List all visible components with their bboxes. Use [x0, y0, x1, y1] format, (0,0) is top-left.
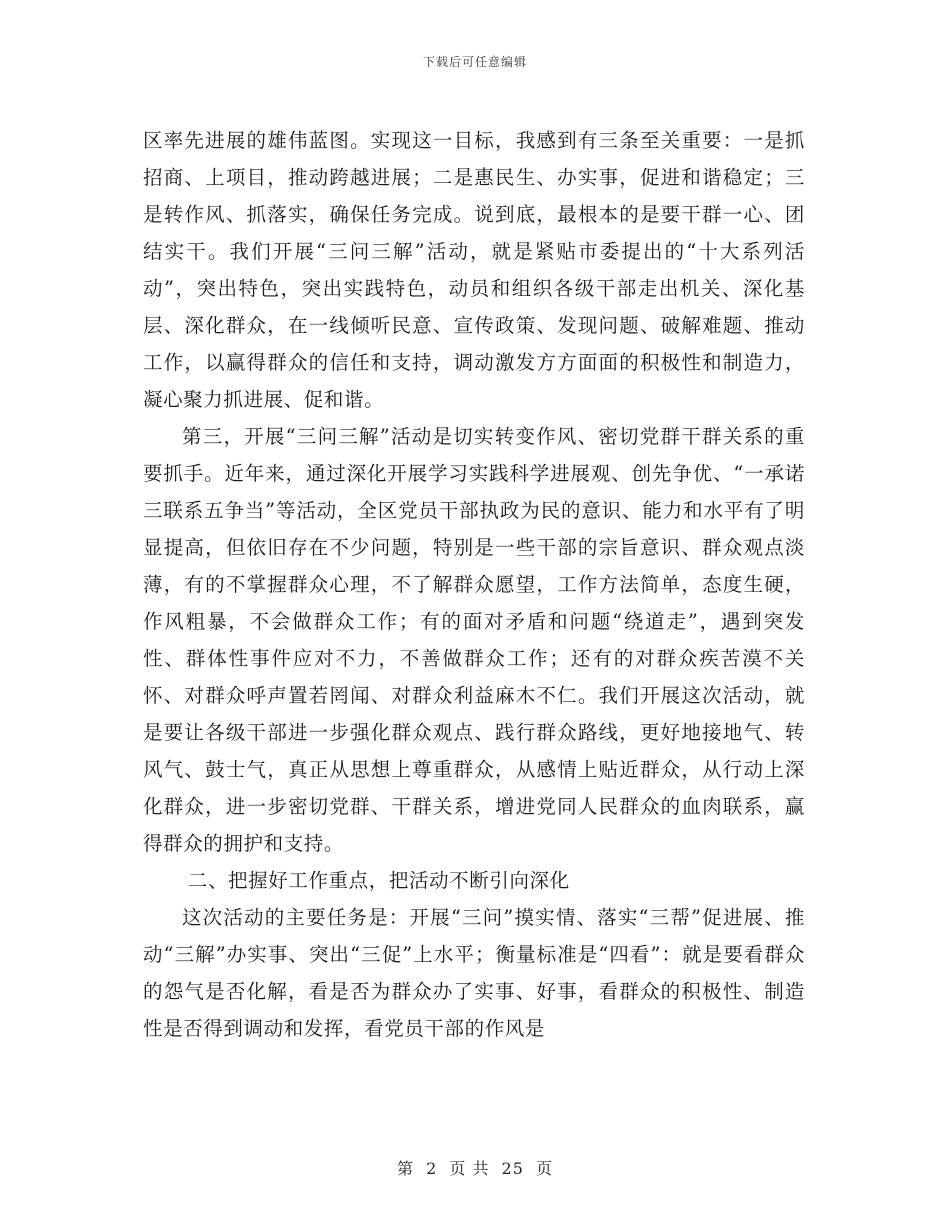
page-total: 25	[501, 1159, 524, 1178]
paragraph-continuation: 区率先进展的雄伟蓝图。实现这一目标，我感到有三条至关重要：一是抓招商、上项目，推动跨越进展；二是惠民生、办实事，促进和谐稳定；三是转作风、抓落实，确保任务完成。说到底，最根本的是要干群一心、团结实干。我们开展“三问三解”活动，就是紧贴市委提出的“十大系列活动”，突出特色，突出实践特色，动员和组织各级干部走出机关、深化基层、深化群众，在一线倾听民意、宣传政策、发现问题、破解难题、推动工作，以赢得群众的信任和支持，调动激发方方面面的积极性和制造力，凝心聚力抓进展、促和谐。	[143, 129, 805, 411]
paragraph-main-tasks: 这次活动的主要任务是：开展“三问”摸实情、落实“三帮”促进展、推动“三解”办实事、突出“三促”上水平；衡量标准是“四看”：就是要看群众的怨气是否化解，看是否为群众办了实事、好事，看群众的积极性、制造性是否得到调动和发挥，看党员干部的作风是	[143, 906, 805, 1040]
footer-middle: 页 共	[449, 1159, 490, 1178]
section-heading: 二、把握好工作重点，把活动不断引向深化	[187, 869, 570, 892]
footer-prefix: 第	[396, 1159, 414, 1178]
page-header	[0, 53, 950, 70]
header-text: 下载后可任意编辑	[422, 55, 527, 69]
footer-suffix: 页	[536, 1159, 554, 1178]
paragraph-third-point: 第三，开展“三问三解”活动是切实转变作风、密切党群干群关系的重要抓手。近年来，通过深化开展学习实践科学进展观、创先争优、“一承诺三联系五争当”等活动，全区党员干部执政为民的意识、能力和水平有了明显提高，但依旧存在不少问题，特别是一些干部的宗旨意识、群众观点淡薄，有的不掌握群众心理，不了解群众愿望，工作方法简单，态度生硬，作风粗暴，不会做群众工作；有的面对矛盾和问题“绕道走”，遇到突发性、群体性事件应对不力，不善做群众工作；还有的对群众疾苦漠不关怀、对群众呼声置若罔闻、对群众利益麻木不仁。我们开展这次活动，就是要让各级干部进一步强化群众观点、践行群众路线，更好地接地气、转风气、鼓士气，真正从思想上尊重群众，从感情上贴近群众，从行动上深化群众，进一步密切党群、干群关系，增进党同人民群众的血肉联系，赢得群众的拥护和支持。	[143, 425, 805, 855]
page-footer	[0, 1156, 950, 1179]
document-body	[143, 122, 805, 1047]
page-number: 2	[426, 1159, 438, 1178]
